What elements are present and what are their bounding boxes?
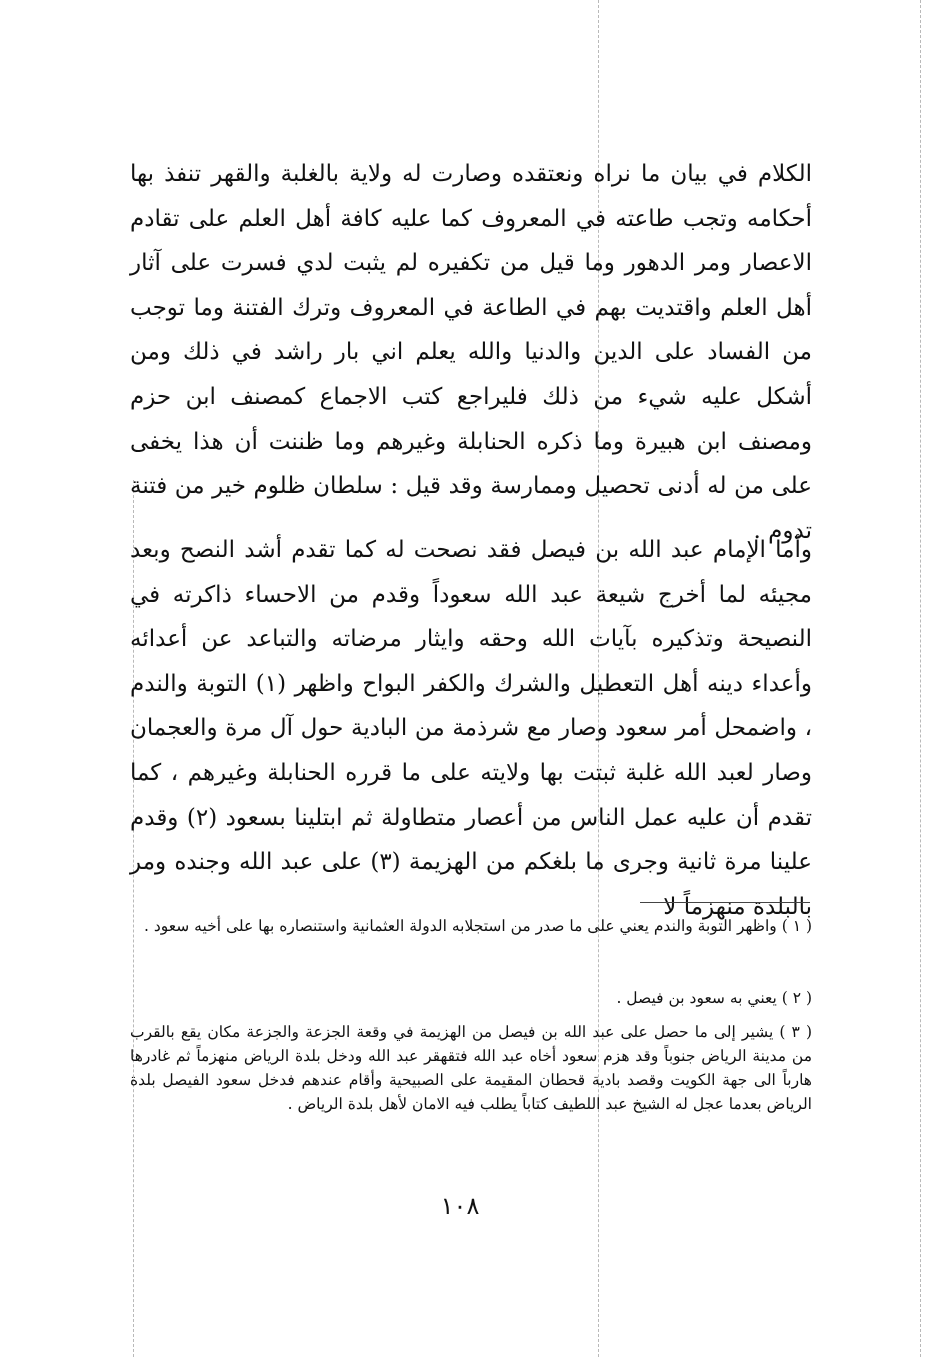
scan-artifact-line <box>920 0 921 1357</box>
paragraph-text: الكلام في بيان ما نراه ونعتقده وصارت له ولاية بالغلبة والقهر تنفذ بها أحكامه وتجب طاعته في المعروف كما عليه كافة أهل العلم على تقادم الاعصار ومر الدهور وما قيل من تكفيره لم يثبت لدي فسرت على آثار أهل العلم واقتديت بهم في الطاعة في المعروف وترك الفتنة وما توجب من الفساد على الدين والدنيا والله يعلم اني بار راشد في ذلك ومن أشكل عليه شيء من ذلك فليراجع كتب الاجماع كمصنف ابن حزم ومصنف ابن هبيرة وما ذكره الحنابلة وغيرهم وما ظننت أن هذا يخفى على من له أدنى تحصيل وممارسة وقد قيل : سلطان ظلوم خير من فتنة تدوم . <box>130 161 812 544</box>
footnote-2: ( ٢ ) يعني به سعود بن فيصل . <box>616 989 812 1007</box>
footnote-1: ( ١ ) واظهر التوبة والندم يعني على ما صدر من استجلابه الدولة العثمانية واستنصاره بها على أخيه سعود . <box>144 917 812 935</box>
paragraph-text: وأما الإمام عبد الله بن فيصل فقد نصحت له كما تقدم أشد النصح وبعد مجيئه لما أخرج شيعة عبد الله سعوداً وقدم من الاحساء ذاكرته في النصيحة وتذكيره بآيات الله وحقه وايثار مرضاته والتباعد عن أعدائه وأعداء دينه أهل التعطيل والشرك والكفر البواح واظهر (١) التوبة والندم ، واضمحل أمر سعود وصار مع شرذمة من البادية حول آل مرة والعجمان وصار لعبد الله غلبة ثبتت بها ولايته على ما قرره الحنابلة وغيرهم ، كما تقدم أن عليه عمل الناس من أعصار متطاولة ثم ابتلينا بسعود (٢) وقدم علينا مرة ثانية وجرى ما بلغكم من الهزيمة (٣) على عبد الله وجنده ومر بالبلدة منهزماً لا <box>130 537 813 920</box>
footnote-3: ( ٣ ) يشير إلى ما حصل على عبد الله بن فيصل من الهزيمة في وقعة الجزعة والجزعة مكان يقع بالقرب من مدينة الرياض جنوباً وقد هزم سعود أخاه عبد الله فتقهقر عبد الله ودخل بلدة الرياض منهزماً ثم غادرها هارباً الى جهة الكويت وقصد بادية قحطان المقيمة على الصبيحية وأقام عندهم فدخل سعود الفيصل بلدة الرياض بعدما عجل له الشيخ عبد اللطيف كتاباً يطلب فيه الامان لأهل بلدة الرياض . <box>130 1023 812 1113</box>
footnote-divider <box>640 902 810 903</box>
page-number: ١٠٨ <box>440 1192 480 1220</box>
body-paragraph-1 <box>130 152 812 553</box>
body-paragraph-2 <box>130 528 812 929</box>
